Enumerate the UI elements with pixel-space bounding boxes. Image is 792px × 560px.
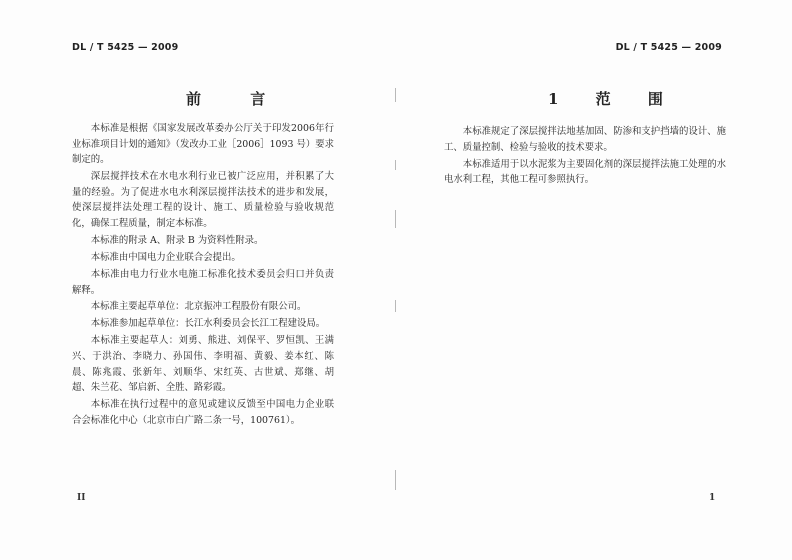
foreword-paragraph: 本标准主要起草人：刘勇、熊进、刘保平、罗恒凯、王满兴、于洪治、李晓力、孙国伟、李明福、黄毅、姜本红、陈晨、陈兆霞、张新年、刘顺华、宋红英、古世斌、郑继、胡超、朱兰花、邹启新、全胜、路彩霞。 — [72, 335, 334, 394]
foreword-paragraph: 本标准由电力行业水电施工标准化技术委员会归口并负责解释。 — [72, 268, 334, 296]
right-page — [396, 0, 792, 560]
foreword-title: 前 言 — [186, 90, 288, 108]
foreword-paragraph: 本标准的附录 A、附录 B 为资料性附录。 — [90, 234, 264, 246]
scope-title: 1 范 围 — [548, 90, 679, 108]
foreword-paragraph: 本标准主要起草单位：北京振冲工程股份有限公司。 — [90, 301, 307, 313]
right-page-header: DL / T 5425 — 2009 — [615, 42, 722, 53]
right-page-number: 1 — [709, 493, 716, 503]
scope-paragraph: 本标准适用于以水泥浆为主要固化剂的深层搅拌法施工处理的水电水利工程，其他工程可参照执行。 — [444, 158, 726, 186]
foreword-paragraph: 本标准是根据《国家发展改革委办公厅关于印发2006年行业标准项目计划的通知》（发改办工业［2006］1093 号）要求制定的。 — [72, 123, 334, 166]
left-page-header: DL / T 5425 — 2009 — [72, 42, 179, 53]
scope-body — [444, 124, 726, 189]
foreword-paragraph: 本标准由中国电力企业联合会提出。 — [90, 251, 241, 263]
foreword-paragraph: 深层搅拌技术在水电水利行业已被广泛应用，并积累了大量的经验。为了促进水电水利深层搅拌法技术的进步和发展，使深层搅拌法处理工程的设计、施工、质量检验与验收规范化，确保工程质量，制定本标准。 — [72, 171, 334, 229]
foreword-paragraph: 本标准在执行过程中的意见或建议反馈至中国电力企业联合会标准化中心（北京市白广路二条一号，100761）。 — [72, 399, 334, 426]
left-page-number: II — [77, 493, 86, 503]
foreword-paragraph: 本标准参加起草单位：长江水利委员会长江工程建设局。 — [90, 318, 326, 330]
scope-paragraph: 本标准规定了深层搅拌法地基加固、防渗和支护挡墙的设计、施工、质量控制、检验与验收的技术要求。 — [444, 126, 726, 153]
foreword-body — [72, 121, 334, 430]
